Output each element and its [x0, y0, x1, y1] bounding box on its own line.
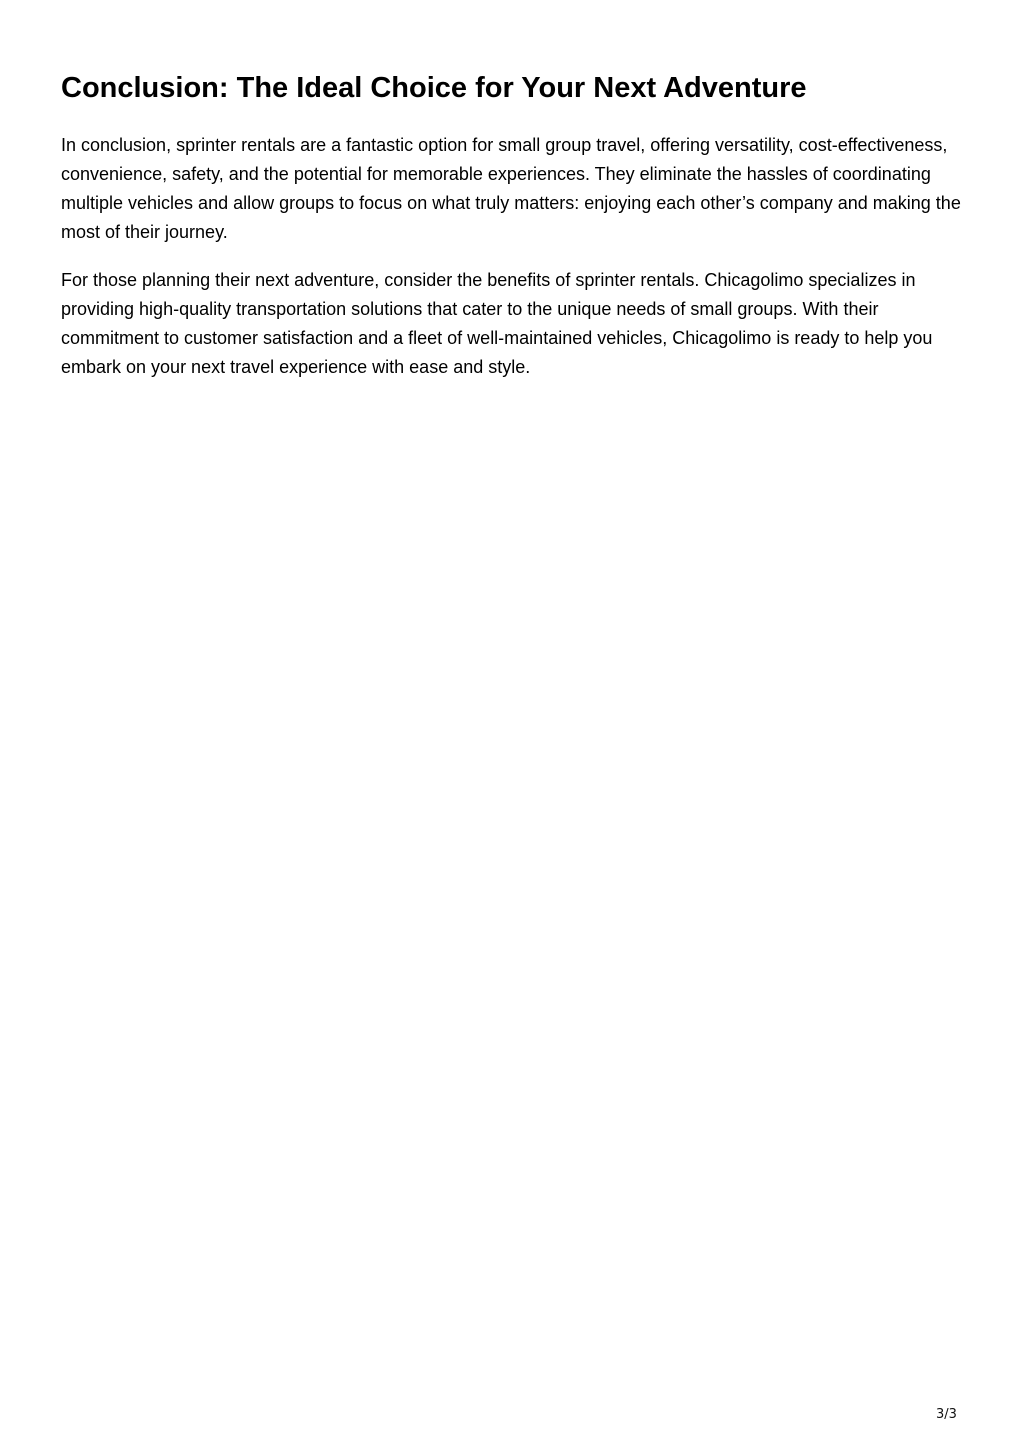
conclusion-paragraph: In conclusion, sprinter rentals are a fantastic option for small group travel, offering versatility, cost-effectiveness, convenience, safety, and the potential for memorable experiences. They eliminate the hassles of coordinating multiple vehicles and allow groups to focus on what truly matters: enjoying each other’s company and making the most of their journey.: [61, 135, 961, 242]
section-heading: Conclusion: The Ideal Choice for Your Next Adventure: [61, 72, 807, 104]
page-number: 3/3: [936, 1407, 957, 1422]
recommendation-paragraph: For those planning their next adventure, consider the benefits of sprinter rentals. Chicagolimo specializes in providing high-quality transportation solutions that cater to the unique needs of small groups. With their commitment to customer satisfaction and a fleet of well-maintained vehicles, Chicagolimo is ready to help you embark on your next travel experience with ease and style.: [61, 270, 933, 377]
